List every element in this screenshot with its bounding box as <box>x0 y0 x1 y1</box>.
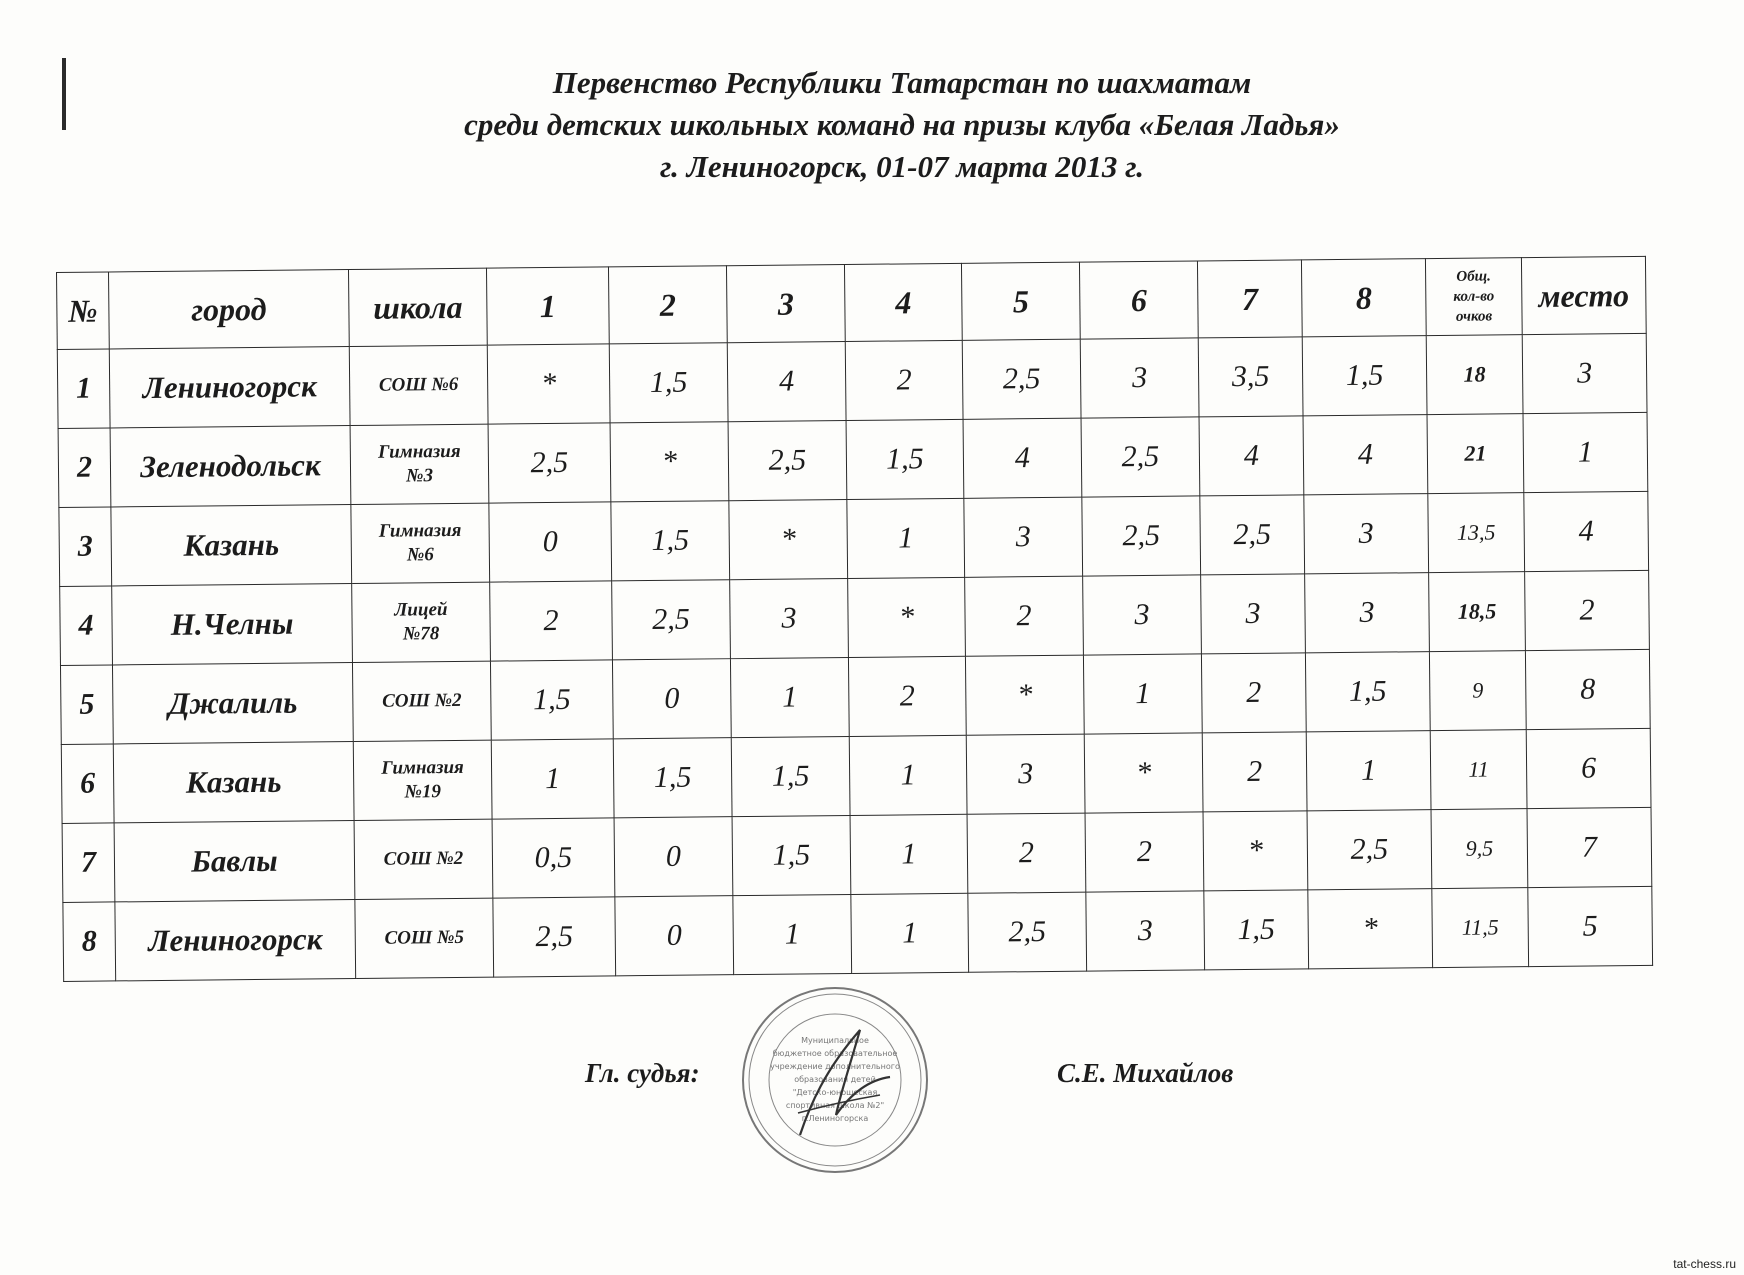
total-points-cell: 11,5 <box>1432 888 1529 968</box>
document-title <box>0 62 1744 188</box>
header-round: 8 <box>1301 259 1426 337</box>
score-cell: 2 <box>1202 732 1307 812</box>
school-cell <box>352 661 491 741</box>
place-cell: 5 <box>1528 886 1653 966</box>
header-round: 1 <box>486 267 609 345</box>
school-cell <box>354 819 493 899</box>
row-number: 8 <box>63 902 116 982</box>
score-cell: 1,5 <box>1305 652 1430 732</box>
header-num: № <box>57 272 110 350</box>
city-cell: Казань <box>113 742 354 823</box>
header-round: 4 <box>844 263 962 341</box>
header-round: 5 <box>961 262 1080 340</box>
total-points-cell: 21 <box>1427 414 1524 494</box>
row-number: 7 <box>62 823 115 903</box>
title-line-3: г. Лениногорск, 01-07 марта 2013 г. <box>660 149 1144 184</box>
row-number: 4 <box>60 586 113 666</box>
school-line: СОШ №6 <box>378 373 459 396</box>
header-round: 2 <box>608 266 727 344</box>
total-points-cell: 18,5 <box>1429 572 1526 652</box>
score-cell: 1,5 <box>611 501 730 581</box>
score-cell: 3 <box>1305 573 1430 653</box>
school-line: №6 <box>406 544 434 566</box>
score-cell: 2 <box>967 813 1086 893</box>
watermark: tat-chess.ru <box>1673 1257 1736 1271</box>
row-number: 3 <box>59 507 112 587</box>
place-cell: 6 <box>1526 728 1651 808</box>
score-cell: 3,5 <box>1198 337 1303 417</box>
row-number: 6 <box>61 744 114 824</box>
total-points-cell: 9,5 <box>1431 809 1528 889</box>
score-cell: 2,5 <box>1081 417 1200 497</box>
score-cell: 3 <box>730 579 849 659</box>
header-city: город <box>109 270 350 349</box>
score-cell: 0 <box>489 502 612 582</box>
score-cell: 2,5 <box>962 339 1081 419</box>
score-cell: 2 <box>490 581 613 661</box>
header-round: 6 <box>1079 261 1198 339</box>
judge-name: С.Е. Михайлов <box>1057 1058 1234 1088</box>
total-points-cell: 18 <box>1426 335 1523 415</box>
header-round: 3 <box>726 265 845 343</box>
results-sheet <box>56 256 1653 982</box>
total-points-cell: 9 <box>1429 651 1526 731</box>
score-cell: 1 <box>847 498 965 578</box>
score-cell: 4 <box>727 342 846 422</box>
results-table <box>56 256 1653 982</box>
school-cell <box>353 740 492 820</box>
score-cell: * <box>610 422 729 502</box>
row-number: 2 <box>58 428 111 508</box>
score-cell: * <box>965 655 1084 735</box>
score-cell: 2 <box>1201 653 1306 733</box>
score-cell: 3 <box>1086 891 1205 971</box>
school-cell <box>350 424 489 504</box>
score-cell: 1 <box>851 893 969 973</box>
score-cell: 2,5 <box>1307 810 1432 890</box>
city-cell: Зеленодольск <box>110 426 351 507</box>
score-cell: 1,5 <box>613 738 732 818</box>
school-cell <box>352 582 491 662</box>
score-cell: 4 <box>1199 416 1304 496</box>
stamp-text-line: "Детско-юношеская <box>792 1088 878 1097</box>
table-row <box>63 886 1653 981</box>
city-cell: Джалиль <box>112 663 353 744</box>
score-cell: 2,5 <box>968 892 1087 972</box>
city-cell: Лениногорск <box>115 900 356 981</box>
school-cell <box>349 345 488 425</box>
header-total-points <box>1425 258 1522 336</box>
score-cell: 1,5 <box>490 660 613 740</box>
score-cell: 1,5 <box>1302 336 1427 416</box>
score-cell: * <box>1084 733 1203 813</box>
place-cell: 1 <box>1523 412 1648 492</box>
school-line: СОШ №2 <box>383 847 464 870</box>
header-school: школа <box>348 268 487 346</box>
score-cell: 1 <box>730 657 849 737</box>
score-cell: 3 <box>1080 338 1199 418</box>
score-cell: 3 <box>1201 574 1306 654</box>
score-cell: 1 <box>733 894 852 974</box>
total-points-cell: 11 <box>1430 730 1527 810</box>
score-cell: 1,5 <box>731 736 850 816</box>
header-total-line: очков <box>1455 308 1493 325</box>
place-cell: 7 <box>1527 807 1652 887</box>
score-cell: 0 <box>612 659 731 739</box>
score-cell: 2 <box>1085 812 1204 892</box>
score-cell: 4 <box>1303 415 1428 495</box>
score-cell: 2,5 <box>728 421 847 501</box>
score-cell: 2 <box>848 656 966 736</box>
header-place: место <box>1521 256 1646 334</box>
place-cell: 4 <box>1524 491 1649 571</box>
stamp-text-line: бюджетное образовательное <box>772 1049 898 1058</box>
title-line-1: Первенство Республики Татарстан по шахматам <box>552 65 1252 100</box>
score-cell: 2,5 <box>1082 496 1201 576</box>
header-total-line: кол-во <box>1453 288 1495 305</box>
place-cell: 2 <box>1525 570 1650 650</box>
score-cell: 2 <box>965 576 1084 656</box>
score-cell: 1 <box>850 814 968 894</box>
title-line-2: среди детских школьных команд на призы клуба «Белая Ладья» <box>464 107 1340 142</box>
score-cell: 1 <box>491 739 614 819</box>
score-cell: * <box>729 500 848 580</box>
school-line: Гимназия <box>377 440 461 463</box>
stamp-text-line: г.Лениногорска <box>801 1114 869 1123</box>
city-cell: Н.Челны <box>112 584 353 665</box>
city-cell: Казань <box>111 505 352 586</box>
score-cell: 1,5 <box>846 419 964 499</box>
score-cell: 0 <box>614 817 733 897</box>
judge-label: Гл. судья: <box>585 1058 700 1088</box>
score-cell: 2,5 <box>493 897 616 977</box>
score-cell: * <box>1203 811 1308 891</box>
score-cell: 2,5 <box>1200 495 1305 575</box>
school-line: СОШ №2 <box>382 689 462 712</box>
total-points-cell: 13,5 <box>1428 493 1525 573</box>
row-number: 5 <box>60 665 113 745</box>
score-cell: 2,5 <box>612 580 731 660</box>
school-line: №3 <box>406 465 434 487</box>
score-cell: 1 <box>1306 731 1431 811</box>
place-cell: 3 <box>1522 333 1647 413</box>
city-cell: Лениногорск <box>109 347 350 428</box>
score-cell: * <box>487 344 610 424</box>
score-cell: 0,5 <box>492 818 615 898</box>
school-line: Лицей <box>394 599 448 621</box>
score-cell: 3 <box>1083 575 1202 655</box>
score-cell: 2 <box>845 340 963 420</box>
school-line: Гимназия <box>381 756 464 779</box>
score-cell: 2,5 <box>488 423 611 503</box>
row-number: 1 <box>57 349 110 429</box>
school-cell <box>351 503 490 583</box>
score-cell: 3 <box>1304 494 1429 574</box>
stamp-text-line: образования детей <box>794 1075 876 1084</box>
stamp-text-line: Муниципальное <box>801 1036 869 1045</box>
score-cell: 1 <box>849 735 967 815</box>
school-line: СОШ №5 <box>384 926 465 949</box>
header-total-line: Общ. <box>1456 268 1491 285</box>
city-cell: Бавлы <box>114 821 355 902</box>
school-line: №19 <box>404 781 442 803</box>
score-cell: 1,5 <box>732 815 851 895</box>
score-cell: * <box>848 577 966 657</box>
school-line: №78 <box>402 623 440 645</box>
score-cell: * <box>1308 889 1433 969</box>
official-stamp <box>740 985 930 1175</box>
header-round: 7 <box>1197 260 1302 338</box>
score-cell: 1,5 <box>609 343 728 423</box>
score-cell: 4 <box>963 418 1082 498</box>
score-cell: 0 <box>615 896 734 976</box>
score-cell: 1,5 <box>1204 890 1309 970</box>
stamp-text-line: спортивная школа №2" <box>785 1101 885 1110</box>
score-cell: 1 <box>1083 654 1202 734</box>
score-cell: 3 <box>964 497 1083 577</box>
school-line: Гимназия <box>378 519 462 542</box>
school-cell <box>355 898 494 978</box>
stamp-text-line: учреждение дополнительного <box>770 1062 900 1071</box>
score-cell: 3 <box>966 734 1085 814</box>
place-cell: 8 <box>1525 649 1650 729</box>
